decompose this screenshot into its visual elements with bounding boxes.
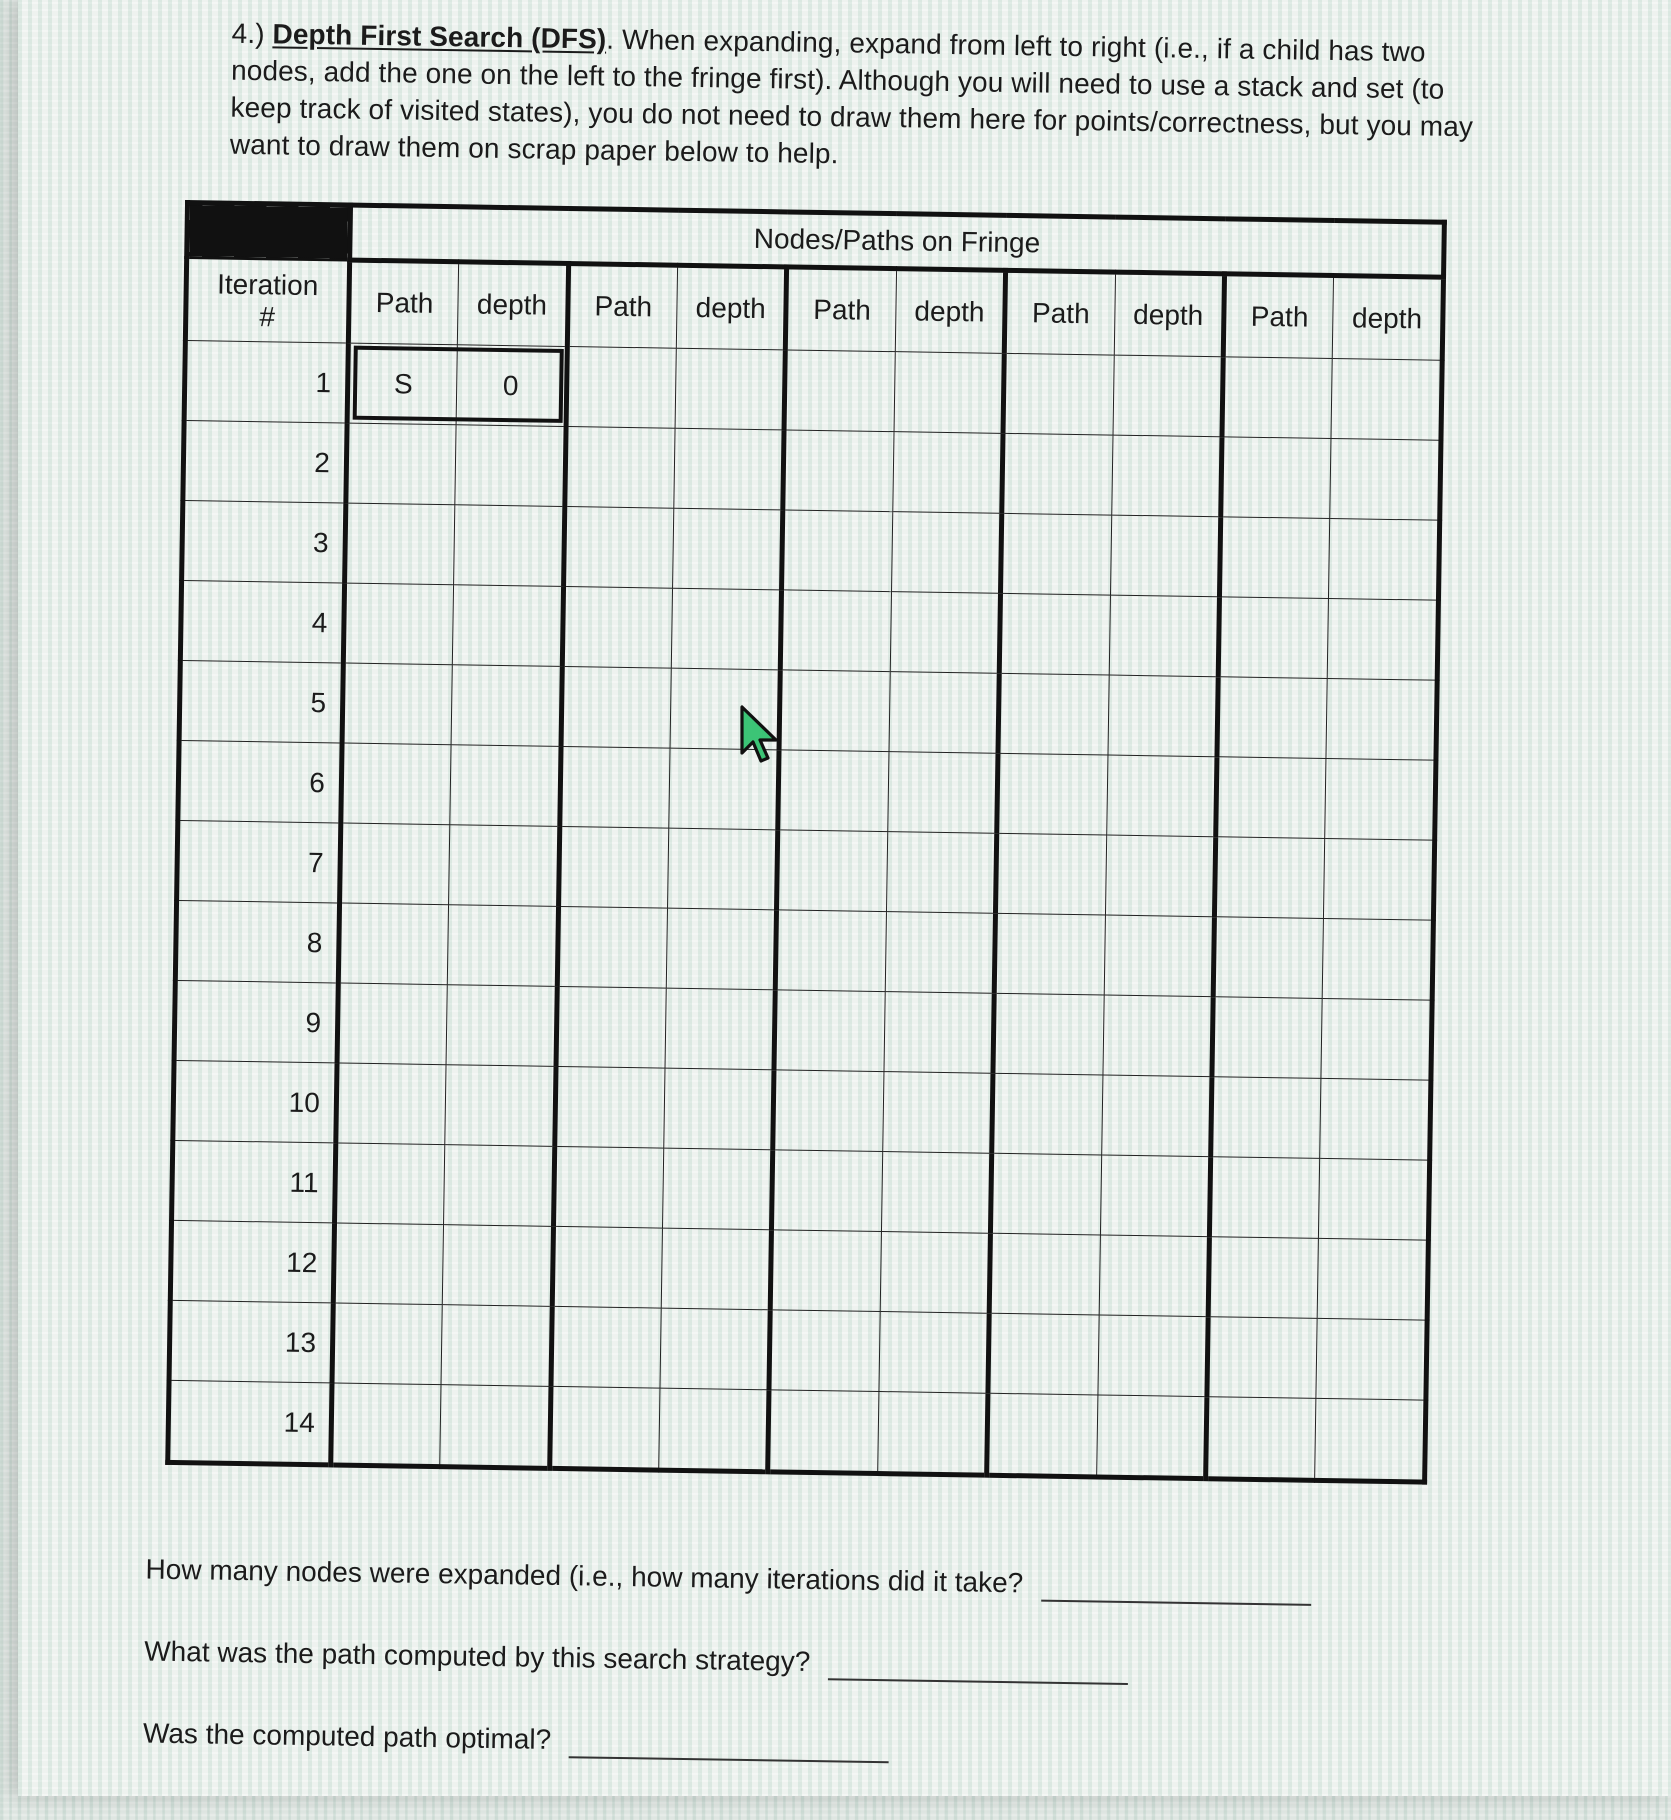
path-cell[interactable] xyxy=(336,1063,447,1145)
depth-cell[interactable] xyxy=(663,1148,774,1230)
answer-blank-optimal[interactable] xyxy=(569,1724,889,1763)
path-cell[interactable] xyxy=(345,503,456,585)
depth-cell[interactable] xyxy=(450,745,561,827)
depth-cell[interactable] xyxy=(889,672,1000,754)
iteration-number: 6 xyxy=(178,740,342,823)
path-cell[interactable] xyxy=(346,423,457,505)
path-cell[interactable] xyxy=(559,746,670,828)
path-cell[interactable] xyxy=(785,350,896,432)
path-cell[interactable] xyxy=(769,1310,880,1392)
path-header-4: Path xyxy=(1005,270,1116,355)
depth-cell[interactable] xyxy=(668,828,779,910)
depth-cell[interactable] xyxy=(1108,675,1219,757)
depth-cell[interactable] xyxy=(1104,915,1215,997)
depth-cell[interactable] xyxy=(890,592,1001,674)
path-cell[interactable] xyxy=(993,993,1104,1075)
path-cell[interactable] xyxy=(1001,513,1112,595)
path-cell[interactable] xyxy=(992,1073,1103,1155)
path-cell[interactable] xyxy=(1218,597,1329,679)
question-optimal-text: Was the computed path optimal? xyxy=(142,1717,552,1755)
path-cell[interactable] xyxy=(1207,1317,1318,1399)
depth-cell[interactable] xyxy=(1113,355,1224,437)
depth-cell[interactable] xyxy=(1098,1315,1209,1397)
path-cell[interactable] xyxy=(987,1393,1098,1477)
depth-cell[interactable] xyxy=(881,1152,992,1234)
depth-cell[interactable] xyxy=(1319,1158,1430,1240)
path-cell[interactable] xyxy=(552,1226,663,1308)
depth-cell[interactable] xyxy=(1323,918,1434,1000)
path-cell[interactable] xyxy=(342,663,453,745)
iteration-number: 7 xyxy=(177,820,341,903)
path-cell[interactable] xyxy=(782,510,893,592)
depth-cell[interactable] xyxy=(1321,998,1432,1080)
depth-cell[interactable] xyxy=(1100,1155,1211,1237)
mouse-pointer-icon xyxy=(740,705,784,767)
path-cell[interactable] xyxy=(565,426,676,508)
path-cell[interactable] xyxy=(776,910,887,992)
depth-header-1: depth xyxy=(458,262,569,347)
depth-cell[interactable] xyxy=(449,825,560,907)
depth-cell[interactable] xyxy=(1099,1235,1210,1317)
path-cell[interactable] xyxy=(783,430,894,512)
answer-blank-path[interactable] xyxy=(828,1646,1128,1685)
path-cell[interactable] xyxy=(556,986,667,1068)
depth-cell[interactable]: 0 xyxy=(456,345,567,427)
iteration-number: 1 xyxy=(184,340,348,423)
path-cell[interactable] xyxy=(566,346,677,428)
question-intro xyxy=(230,15,1502,183)
path-cell[interactable] xyxy=(1212,997,1323,1079)
fringe-table-body xyxy=(168,340,1442,1482)
dfs-fringe-table xyxy=(165,200,1447,1485)
path-cell[interactable] xyxy=(996,833,1107,915)
depth-cell[interactable] xyxy=(888,752,999,834)
depth-header-2: depth xyxy=(676,265,787,350)
depth-cell[interactable] xyxy=(883,1072,994,1154)
iteration-number: 11 xyxy=(172,1140,336,1223)
depth-cell[interactable] xyxy=(675,348,786,430)
path-cell[interactable] xyxy=(1217,677,1328,759)
depth-cell[interactable] xyxy=(885,912,996,994)
depth-cell[interactable] xyxy=(454,505,565,587)
depth-cell[interactable] xyxy=(665,988,776,1070)
path-cell[interactable] xyxy=(553,1146,664,1228)
path-cell[interactable] xyxy=(1221,437,1332,519)
depth-cell[interactable] xyxy=(1315,1398,1426,1482)
depth-cell[interactable] xyxy=(1329,519,1440,601)
depth-cell[interactable] xyxy=(440,1385,551,1469)
header-corner-block xyxy=(187,203,351,261)
path-cell[interactable] xyxy=(561,666,672,748)
path-cell[interactable] xyxy=(772,1150,883,1232)
path-cell[interactable] xyxy=(989,1233,1100,1315)
depth-cell[interactable] xyxy=(674,428,785,510)
follow-up-questions xyxy=(142,1554,1446,1820)
iteration-number: 3 xyxy=(182,500,346,583)
path-cell[interactable] xyxy=(1211,1077,1322,1159)
depth-cell[interactable] xyxy=(666,908,777,990)
path-cell[interactable] xyxy=(774,990,885,1072)
depth-header-3: depth xyxy=(895,269,1006,354)
path-cell[interactable] xyxy=(332,1303,443,1385)
depth-cell[interactable] xyxy=(1331,359,1442,441)
depth-cell[interactable] xyxy=(1111,435,1222,517)
depth-header-5: depth xyxy=(1333,276,1444,361)
depth-cell[interactable] xyxy=(661,1228,772,1310)
depth-cell[interactable] xyxy=(879,1312,990,1394)
path-cell[interactable] xyxy=(1206,1397,1317,1481)
path-cell[interactable] xyxy=(338,903,449,985)
iteration-number: 14 xyxy=(168,1380,332,1465)
answer-blank-iterations[interactable] xyxy=(1041,1568,1312,1606)
iteration-number: 4 xyxy=(180,580,344,663)
path-cell[interactable] xyxy=(997,753,1108,835)
depth-cell[interactable] xyxy=(1316,1318,1427,1400)
path-cell[interactable] xyxy=(994,913,1105,995)
path-cell[interactable] xyxy=(771,1230,882,1312)
depth-cell[interactable] xyxy=(443,1225,554,1307)
path-cell[interactable] xyxy=(554,1066,665,1148)
depth-cell[interactable] xyxy=(1103,995,1214,1077)
path-cell[interactable] xyxy=(341,743,452,825)
path-cell[interactable] xyxy=(1216,757,1327,839)
depth-cell[interactable] xyxy=(445,1065,556,1147)
path-cell[interactable] xyxy=(991,1153,1102,1235)
path-cell[interactable] xyxy=(781,590,892,672)
path-cell[interactable] xyxy=(988,1313,1099,1395)
path-cell[interactable] xyxy=(1208,1237,1319,1319)
path-cell[interactable] xyxy=(334,1143,445,1225)
path-cell[interactable] xyxy=(1003,353,1114,435)
depth-cell[interactable] xyxy=(1096,1395,1207,1479)
question-path-text: What was the path computed by this search strategy? xyxy=(144,1635,811,1677)
iteration-number: 13 xyxy=(169,1300,333,1383)
path-cell[interactable] xyxy=(1002,433,1113,515)
depth-cell[interactable] xyxy=(1106,755,1217,837)
depth-cell[interactable] xyxy=(1101,1075,1212,1157)
path-cell[interactable] xyxy=(777,830,888,912)
path-cell[interactable] xyxy=(779,670,890,752)
depth-cell[interactable] xyxy=(673,508,784,590)
depth-cell[interactable] xyxy=(1328,598,1439,680)
path-cell[interactable] xyxy=(343,583,454,665)
iteration-number: 9 xyxy=(174,980,338,1063)
depth-cell[interactable] xyxy=(886,832,997,914)
path-cell[interactable] xyxy=(339,823,450,905)
path-cell[interactable] xyxy=(562,586,673,668)
path-cell[interactable] xyxy=(557,906,668,988)
path-cell[interactable] xyxy=(1213,917,1324,999)
path-cell[interactable]: S xyxy=(347,343,458,425)
depth-cell[interactable] xyxy=(448,905,559,987)
depth-cell[interactable] xyxy=(1330,439,1441,521)
path-cell[interactable] xyxy=(333,1223,444,1305)
iteration-number: 10 xyxy=(173,1060,337,1143)
path-cell[interactable] xyxy=(768,1390,879,1474)
path-cell[interactable] xyxy=(778,750,889,832)
depth-cell[interactable] xyxy=(659,1388,770,1472)
depth-cell[interactable] xyxy=(891,512,1002,594)
question-title: Depth First Search (DFS) xyxy=(272,18,607,55)
question-number: 4.) xyxy=(231,17,265,50)
path-cell[interactable] xyxy=(558,826,669,908)
path-cell[interactable] xyxy=(1214,837,1325,919)
path-header-3: Path xyxy=(786,267,897,352)
worksheet-paper xyxy=(18,0,1671,1796)
depth-cell[interactable] xyxy=(880,1232,991,1314)
depth-cell[interactable] xyxy=(1325,758,1436,840)
depth-cell[interactable] xyxy=(1318,1238,1429,1320)
iteration-header-hash: # xyxy=(259,300,276,332)
depth-cell[interactable] xyxy=(664,1068,775,1150)
iteration-number: 8 xyxy=(175,900,339,983)
path-cell[interactable] xyxy=(998,673,1109,755)
depth-cell[interactable] xyxy=(1105,835,1216,917)
path-cell[interactable] xyxy=(1222,357,1333,439)
depth-cell[interactable] xyxy=(1109,595,1220,677)
path-cell[interactable] xyxy=(563,506,674,588)
path-header-1: Path xyxy=(348,260,459,345)
path-cell[interactable] xyxy=(551,1306,662,1388)
depth-cell[interactable] xyxy=(1320,1078,1431,1160)
depth-cell[interactable] xyxy=(660,1308,771,1390)
path-cell[interactable] xyxy=(1209,1157,1320,1239)
depth-cell[interactable] xyxy=(1326,678,1437,760)
question-instructions: . When expanding, expand from left to right (i.e., if a child has two nodes, add the one on the left to the fringe first). Although you will need to use a stack and set (to keep track of visited states), you do not need to draw them here for points/correctness, but you may want to draw them on scrap paper below to help. xyxy=(229,23,1474,170)
depth-cell[interactable] xyxy=(884,992,995,1074)
depth-cell[interactable] xyxy=(671,588,782,670)
path-cell[interactable] xyxy=(337,983,448,1065)
iteration-number: 5 xyxy=(179,660,343,743)
depth-cell[interactable] xyxy=(1110,515,1221,597)
worksheet-content xyxy=(142,14,1488,1755)
fringe-header: Nodes/Paths on Fringe xyxy=(350,205,1445,277)
path-cell[interactable] xyxy=(1000,593,1111,675)
depth-cell[interactable] xyxy=(894,352,1005,434)
question-iterations-text: How many nodes were expanded (i.e., how many iterations did it take? xyxy=(145,1553,1024,1599)
depth-cell[interactable] xyxy=(878,1392,989,1476)
iteration-header-label: Iteration xyxy=(216,267,319,301)
path-header-5: Path xyxy=(1223,274,1334,359)
depth-cell[interactable] xyxy=(455,425,566,507)
path-cell[interactable] xyxy=(1220,517,1331,599)
iteration-header xyxy=(185,258,349,344)
depth-cell[interactable] xyxy=(446,985,557,1067)
depth-cell[interactable] xyxy=(451,665,562,747)
depth-cell[interactable] xyxy=(444,1145,555,1227)
depth-header-4: depth xyxy=(1114,272,1225,357)
iteration-number: 2 xyxy=(183,420,347,503)
path-header-2: Path xyxy=(567,264,678,349)
depth-cell[interactable] xyxy=(453,585,564,667)
iteration-number: 12 xyxy=(170,1220,334,1303)
path-cell[interactable] xyxy=(549,1386,660,1470)
path-cell[interactable] xyxy=(773,1070,884,1152)
path-cell[interactable] xyxy=(331,1383,442,1467)
depth-cell[interactable] xyxy=(441,1305,552,1387)
depth-cell[interactable] xyxy=(1324,838,1435,920)
depth-cell[interactable] xyxy=(893,432,1004,514)
